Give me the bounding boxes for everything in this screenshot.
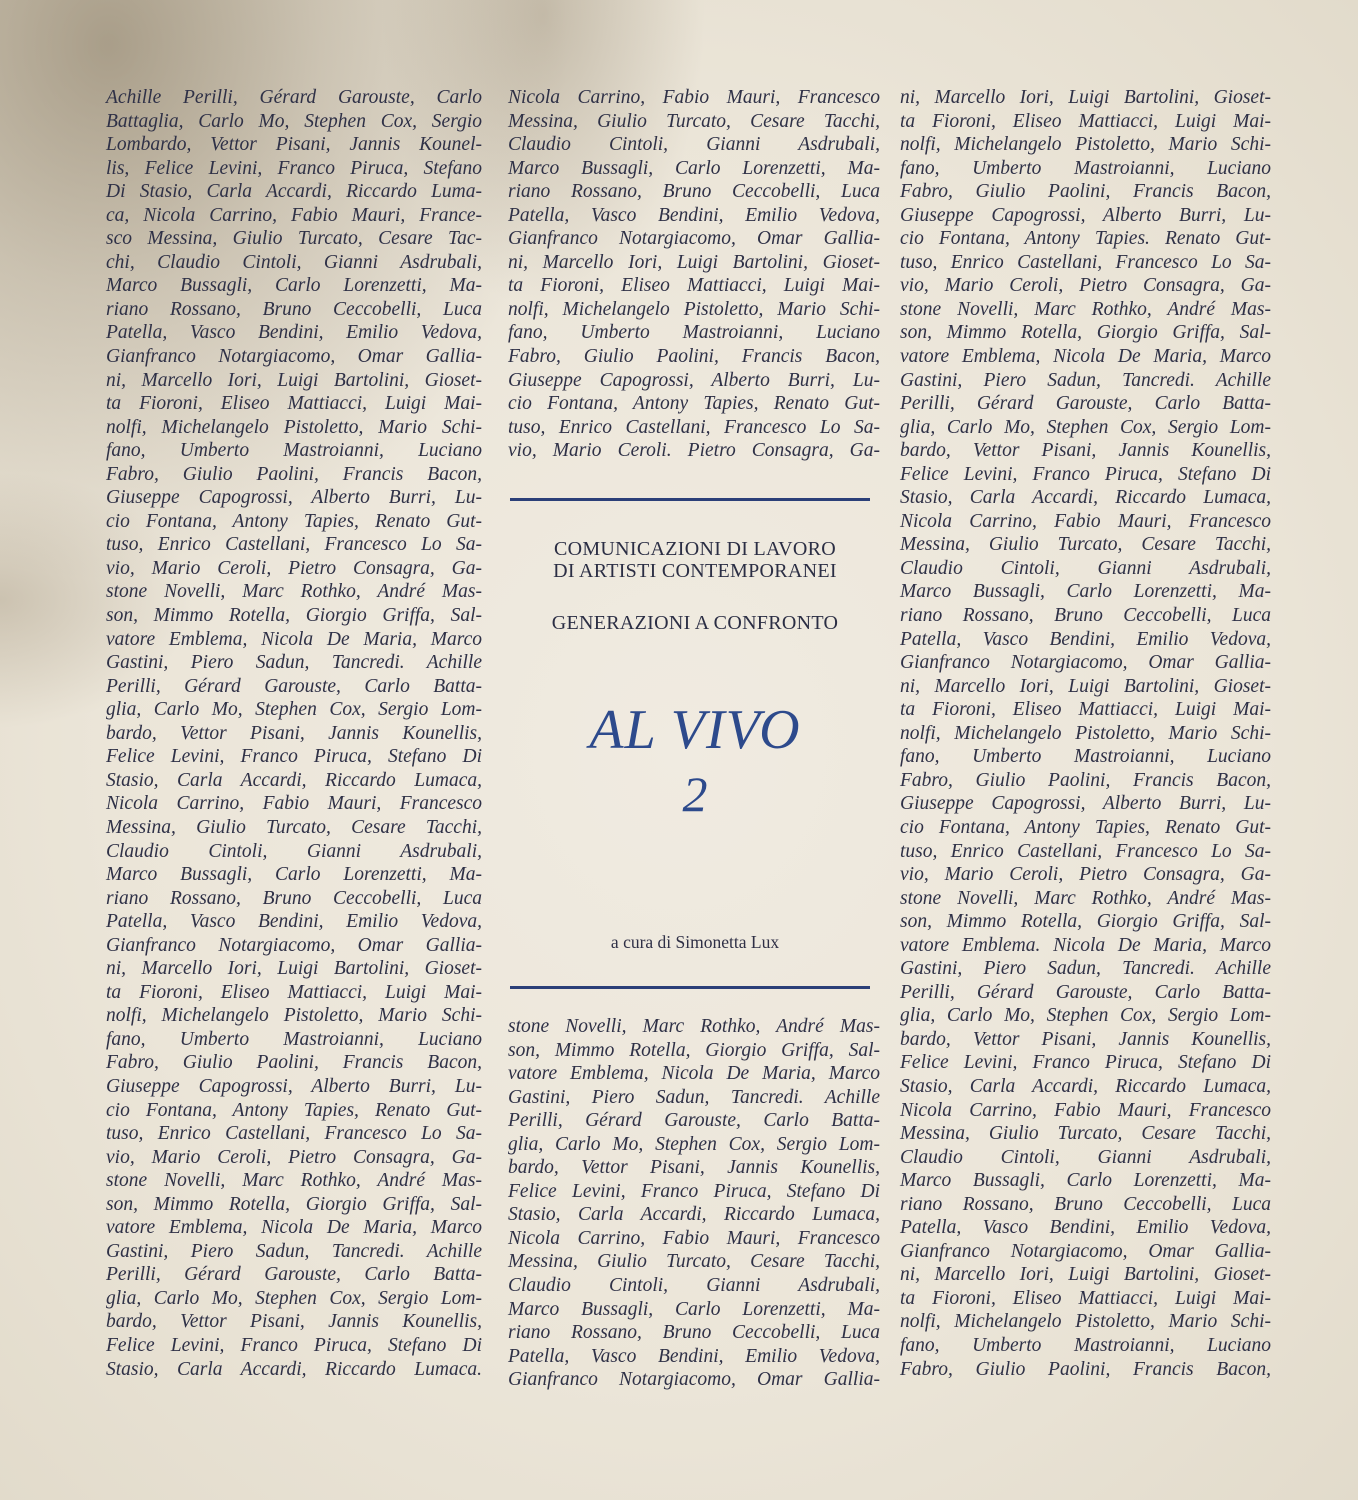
artist-names-column-middle-top xyxy=(508,86,880,463)
text-line: Messina, Giulio Turcato, Cesare Tacchi, xyxy=(900,1123,1271,1145)
text-line: Fabro, Giulio Paolini, Francis Bacon, xyxy=(900,1358,1271,1380)
text-line: fano, Umberto Mastroianni, Luciano xyxy=(508,322,880,344)
text-line: ta Fioroni, Eliseo Mattiacci, Luigi Mai- xyxy=(900,1287,1271,1309)
text-line: vio, Mario Ceroli, Pietro Consagra, Ga- xyxy=(106,1146,482,1168)
text-line: stone Novelli, Marc Rothko, André Mas- xyxy=(106,1170,482,1192)
text-line: Stasio, Carla Accardi, Riccardo Lumaca, xyxy=(106,769,482,791)
text-line: Felice Levini, Franco Piruca, Stefano Di xyxy=(106,746,482,768)
text-line: fano, Umberto Mastroianni, Luciano xyxy=(106,1028,482,1050)
text-line: Gianfranco Notargiacomo, Omar Gallia- xyxy=(900,652,1271,674)
artist-names-column-right xyxy=(900,86,1271,1381)
text-line: glia, Carlo Mo, Stephen Cox, Sergio Lom- xyxy=(106,1287,482,1309)
text-line: Perilli, Gérard Garouste, Carlo Batta- xyxy=(900,981,1271,1003)
text-line: Messina, Giulio Turcato, Cesare Tacchi, xyxy=(508,1251,880,1273)
text-line: Marco Bussagli, Carlo Lorenzetti, Ma- xyxy=(508,1298,880,1320)
text-line: vio, Mario Ceroli, Pietro Consagra, Ga- xyxy=(900,864,1271,886)
curator-credit: a cura di Simonetta Lux xyxy=(610,932,780,952)
text-line: Giuseppe Capogrossi, Alberto Burri, Lu- xyxy=(900,793,1271,815)
text-line: Messina, Giulio Turcato, Cesare Tacchi, xyxy=(508,110,880,132)
text-line: chi, Claudio Cintoli, Gianni Asdrubali, xyxy=(106,251,482,273)
artist-names-column-middle-bottom xyxy=(508,1015,880,1392)
text-line: Marco Bussagli, Carlo Lorenzetti, Ma- xyxy=(900,1170,1271,1192)
text-line: stone Novelli, Marc Rothko, André Mas- xyxy=(508,1016,880,1037)
text-line: Stasio, Carla Accardi, Riccardo Lumaca, xyxy=(900,487,1271,509)
text-line: Messina, Giulio Turcato, Cesare Tacchi, xyxy=(900,534,1271,556)
text-line: Marco Bussagli, Carlo Lorenzetti, Ma- xyxy=(900,581,1271,603)
text-line: bardo, Vettor Pisani, Jannis Kounellis, xyxy=(106,722,482,744)
text-line: Perilli, Gérard Garouste, Carlo Batta- xyxy=(106,1264,482,1286)
text-line: Patella, Vasco Bendini, Emilio Vedova, xyxy=(106,322,482,344)
text-line: Gianfranco Notargiacomo, Omar Gallia- xyxy=(508,228,880,250)
text-line: vatore Emblema. Nicola De Maria, Marco xyxy=(900,934,1271,956)
text-line: bardo, Vettor Pisani, Jannis Kounellis, xyxy=(508,1157,880,1179)
text-line: Marco Bussagli, Carlo Lorenzetti, Ma- xyxy=(508,157,880,179)
text-line: nolfi, Michelangelo Pistoletto, Mario Schi- xyxy=(508,298,880,320)
volume-number: 2 xyxy=(682,766,708,822)
text-line: nolfi, Michelangelo Pistoletto, Mario Schi- xyxy=(900,1311,1271,1333)
text-line: Battaglia, Carlo Mo, Stephen Cox, Sergio xyxy=(106,110,482,132)
text-line: riano Rossano, Bruno Ceccobelli, Luca xyxy=(508,1322,880,1344)
divider-rule-top xyxy=(510,498,870,501)
text-line: fano, Umberto Mastroianni, Luciano xyxy=(900,746,1271,768)
text-line: Giuseppe Capogrossi, Alberto Burri, Lu- xyxy=(106,1075,482,1097)
text-line: ni, Marcello Iori, Luigi Bartolini, Gioset- xyxy=(900,675,1271,697)
text-line: sco Messina, Giulio Turcato, Cesare Tac- xyxy=(106,228,482,250)
text-line: riano Rossano, Bruno Ceccobelli, Luca xyxy=(106,298,482,320)
text-line: vatore Emblema, Nicola De Maria, Marco xyxy=(106,628,482,650)
text-line: Gianfranco Notargiacomo, Omar Gallia- xyxy=(106,934,482,956)
divider-rule-bottom xyxy=(510,986,870,989)
text-line: riano Rossano, Bruno Ceccobelli, Luca xyxy=(900,1193,1271,1215)
text-line: Giuseppe Capogrossi, Alberto Burri, Lu- xyxy=(900,204,1271,226)
text-line: Patella, Vasco Bendini, Emilio Vedova, xyxy=(508,204,880,226)
text-line: cio Fontana, Antony Tapies. Renato Gut- xyxy=(900,228,1271,250)
text-line: Claudio Cintoli, Gianni Asdrubali, xyxy=(508,1275,880,1297)
text-line: Lombardo, Vettor Pisani, Jannis Kounel- xyxy=(106,134,482,156)
text-line: Gianfranco Notargiacomo, Omar Gallia- xyxy=(508,1369,880,1391)
text-line: glia, Carlo Mo, Stephen Cox, Sergio Lom- xyxy=(106,699,482,721)
text-line: tuso, Enrico Castellani, Francesco Lo Sa- xyxy=(106,534,482,556)
text-line: Stasio, Carla Accardi, Riccardo Lumaca, xyxy=(508,1204,880,1226)
text-line: stone Novelli, Marc Rothko, André Mas- xyxy=(900,298,1271,320)
text-line: Gastini, Piero Sadun, Tancredi. Achille xyxy=(900,369,1271,391)
subtitle-line-1: COMUNICAZIONI DI LAVORO xyxy=(553,538,837,560)
text-line: Felice Levini, Franco Piruca, Stefano Di xyxy=(508,1180,880,1202)
secondary-subtitle: GENERAZIONI A CONFRONTO xyxy=(551,612,839,634)
text-line: vio, Mario Ceroli. Pietro Consagra, Ga- xyxy=(508,440,880,462)
text-line: nolfi, Michelangelo Pistoletto, Mario Schi- xyxy=(106,1005,482,1027)
text-line: vatore Emblema, Nicola De Maria, Marco xyxy=(106,1217,482,1239)
text-line: Di Stasio, Carla Accardi, Riccardo Luma- xyxy=(106,181,482,203)
text-line: stone Novelli, Marc Rothko, André Mas- xyxy=(900,887,1271,909)
text-line: Nicola Carrino, Fabio Mauri, Francesco xyxy=(508,87,880,108)
text-line: Fabro, Giulio Paolini, Francis Bacon, xyxy=(106,463,482,485)
text-line: ni, Marcello Iori, Luigi Bartolini, Gioset- xyxy=(508,251,880,273)
text-line: Fabro, Giulio Paolini, Francis Bacon, xyxy=(900,769,1271,791)
text-line: bardo, Vettor Pisani, Jannis Kounellis, xyxy=(900,440,1271,462)
text-line: ta Fioroni, Eliseo Mattiacci, Luigi Mai- xyxy=(508,275,880,297)
text-line: son, Mimmo Rotella, Giorgio Griffa, Sal- xyxy=(900,911,1271,933)
text-line: Felice Levini, Franco Piruca, Stefano Di xyxy=(900,1052,1271,1074)
text-line: glia, Carlo Mo, Stephen Cox, Sergio Lom- xyxy=(900,1005,1271,1027)
text-line: son, Mimmo Rotella, Giorgio Griffa, Sal- xyxy=(900,322,1271,344)
text-line: ta Fioroni, Eliseo Mattiacci, Luigi Mai- xyxy=(106,981,482,1003)
text-line: Perilli, Gérard Garouste, Carlo Batta- xyxy=(508,1110,880,1132)
text-line: fano, Umberto Mastroianni, Luciano xyxy=(900,157,1271,179)
text-line: fano, Umberto Mastroianni, Luciano xyxy=(900,1334,1271,1356)
text-line: nolfi, Michelangelo Pistoletto, Mario Schi- xyxy=(106,416,482,438)
text-line: ta Fioroni, Eliseo Mattiacci, Luigi Mai- xyxy=(106,393,482,415)
text-line: Nicola Carrino, Fabio Mauri, Francesco xyxy=(900,510,1271,532)
text-line: Gianfranco Notargiacomo, Omar Gallia- xyxy=(900,1240,1271,1262)
text-line: cio Fontana, Antony Tapies, Renato Gut- xyxy=(106,1099,482,1121)
text-line: ni, Marcello Iori, Luigi Bartolini, Gioset- xyxy=(106,369,482,391)
text-line: son, Mimmo Rotella, Giorgio Griffa, Sal- xyxy=(106,605,482,627)
text-line: bardo, Vettor Pisani, Jannis Kounellis, xyxy=(900,1028,1271,1050)
text-line: Patella, Vasco Bendini, Emilio Vedova, xyxy=(508,1345,880,1367)
text-line: vatore Emblema, Nicola De Maria, Marco xyxy=(900,346,1271,368)
text-line: Fabro, Giulio Paolini, Francis Bacon, xyxy=(900,181,1271,203)
text-line: Gastini, Piero Sadun, Tancredi. Achille xyxy=(900,958,1271,980)
artist-names-column-left xyxy=(106,86,482,1381)
text-line: Patella, Vasco Bendini, Emilio Vedova, xyxy=(900,1217,1271,1239)
text-line: ni, Marcello Iori, Luigi Bartolini, Gioset- xyxy=(900,1264,1271,1286)
text-line: nolfi, Michelangelo Pistoletto, Mario Schi- xyxy=(900,134,1271,156)
text-line: tuso, Enrico Castellani, Francesco Lo Sa- xyxy=(508,416,880,438)
text-line: Marco Bussagli, Carlo Lorenzetti, Ma- xyxy=(106,864,482,886)
text-line: ta Fioroni, Eliseo Mattiacci, Luigi Mai- xyxy=(900,110,1271,132)
text-line: Gianfranco Notargiacomo, Omar Gallia- xyxy=(106,346,482,368)
text-line: vatore Emblema, Nicola De Maria, Marco xyxy=(508,1063,880,1085)
text-line: Stasio, Carla Accardi, Riccardo Lumaca. xyxy=(106,1358,482,1380)
text-line: Nicola Carrino, Fabio Mauri, Francesco xyxy=(508,1227,880,1249)
text-line: ta Fioroni, Eliseo Mattiacci, Luigi Mai- xyxy=(900,699,1271,721)
text-line: ca, Nicola Carrino, Fabio Mauri, France- xyxy=(106,204,482,226)
text-line: tuso, Enrico Castellani, Francesco Lo Sa- xyxy=(106,1123,482,1145)
text-line: Messina, Giulio Turcato, Cesare Tacchi, xyxy=(106,816,482,838)
text-line: Marco Bussagli, Carlo Lorenzetti, Ma- xyxy=(106,275,482,297)
text-line: riano Rossano, Bruno Ceccobelli, Luca xyxy=(900,605,1271,627)
text-line: Gastini, Piero Sadun, Tancredi. Achille xyxy=(106,652,482,674)
text-line: Achille Perilli, Gérard Garouste, Carlo xyxy=(106,87,482,108)
text-line: vio, Mario Ceroli, Pietro Consagra, Ga- xyxy=(900,275,1271,297)
text-line: Gastini, Piero Sadun, Tancredi. Achille xyxy=(106,1240,482,1262)
text-line: Felice Levini, Franco Piruca, Stefano Di xyxy=(900,463,1271,485)
text-line: Stasio, Carla Accardi, Riccardo Lumaca, xyxy=(900,1075,1271,1097)
text-line: cio Fontana, Antony Tapies, Renato Gut- xyxy=(106,510,482,532)
text-line: Gastini, Piero Sadun, Tancredi. Achille xyxy=(508,1086,880,1108)
text-line: Claudio Cintoli, Gianni Asdrubali, xyxy=(106,840,482,862)
text-line: tuso, Enrico Castellani, Francesco Lo Sa- xyxy=(900,840,1271,862)
text-line: tuso, Enrico Castellani, Francesco Lo Sa- xyxy=(900,251,1271,273)
text-line: ni, Marcello Iori, Luigi Bartolini, Gioset- xyxy=(900,87,1271,108)
subtitle-line-2: DI ARTISTI CONTEMPORANEI xyxy=(553,560,837,582)
text-line: cio Fontana, Antony Tapies, Renato Gut- xyxy=(900,816,1271,838)
main-title: AL VIVO xyxy=(589,699,801,761)
text-line: Perilli, Gérard Garouste, Carlo Batta- xyxy=(900,393,1271,415)
text-line: son, Mimmo Rotella, Giorgio Griffa, Sal- xyxy=(106,1193,482,1215)
text-line: Giuseppe Capogrossi, Alberto Burri, Lu- xyxy=(508,369,880,391)
text-line: Claudio Cintoli, Gianni Asdrubali, xyxy=(900,557,1271,579)
text-line: bardo, Vettor Pisani, Jannis Kounellis, xyxy=(106,1311,482,1333)
text-line: glia, Carlo Mo, Stephen Cox, Sergio Lom- xyxy=(508,1133,880,1155)
text-line: riano Rossano, Bruno Ceccobelli, Luca xyxy=(508,181,880,203)
text-line: Fabro, Giulio Paolini, Francis Bacon, xyxy=(106,1052,482,1074)
text-line: Nicola Carrino, Fabio Mauri, Francesco xyxy=(106,793,482,815)
text-line: glia, Carlo Mo, Stephen Cox, Sergio Lom- xyxy=(900,416,1271,438)
text-line: son, Mimmo Rotella, Giorgio Griffa, Sal- xyxy=(508,1039,880,1061)
text-line: Fabro, Giulio Paolini, Francis Bacon, xyxy=(508,346,880,368)
text-line: Claudio Cintoli, Gianni Asdrubali, xyxy=(508,134,880,156)
text-line: Giuseppe Capogrossi, Alberto Burri, Lu- xyxy=(106,487,482,509)
text-line: Patella, Vasco Bendini, Emilio Vedova, xyxy=(900,628,1271,650)
subtitle xyxy=(500,538,890,582)
text-line: vio, Mario Ceroli, Pietro Consagra, Ga- xyxy=(106,557,482,579)
text-line: lis, Felice Levini, Franco Piruca, Stefano xyxy=(106,157,482,179)
text-line: fano, Umberto Mastroianni, Luciano xyxy=(106,440,482,462)
text-line: Felice Levini, Franco Piruca, Stefano Di xyxy=(106,1334,482,1356)
text-line: riano Rossano, Bruno Ceccobelli, Luca xyxy=(106,887,482,909)
text-line: cio Fontana, Antony Tapies, Renato Gut- xyxy=(508,393,880,415)
text-line: Perilli, Gérard Garouste, Carlo Batta- xyxy=(106,675,482,697)
text-line: Nicola Carrino, Fabio Mauri, Francesco xyxy=(900,1099,1271,1121)
text-line: Claudio Cintoli, Gianni Asdrubali, xyxy=(900,1146,1271,1168)
text-line: ni, Marcello Iori, Luigi Bartolini, Gioset- xyxy=(106,958,482,980)
text-line: Patella, Vasco Bendini, Emilio Vedova, xyxy=(106,911,482,933)
text-line: stone Novelli, Marc Rothko, André Mas- xyxy=(106,581,482,603)
text-line: nolfi, Michelangelo Pistoletto, Mario Schi- xyxy=(900,722,1271,744)
